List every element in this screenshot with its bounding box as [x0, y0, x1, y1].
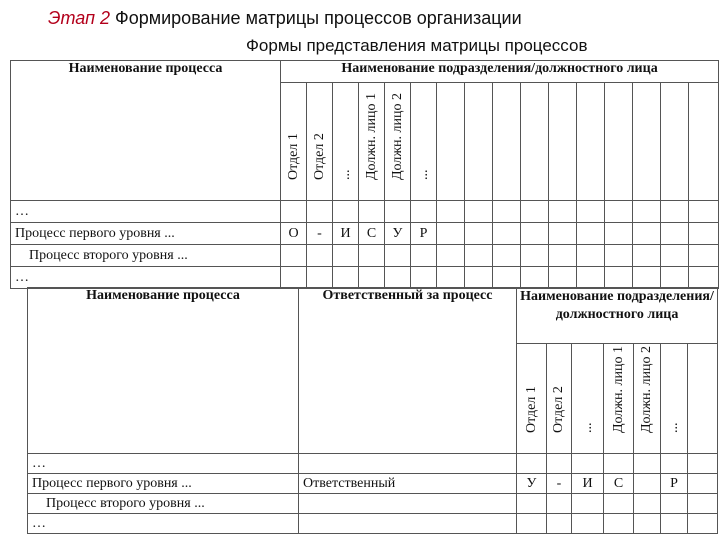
- t1-unit-label: ...: [337, 169, 353, 180]
- t2-unit-label: Должн. лицо 1: [610, 346, 626, 433]
- t2-unit-header: [572, 344, 604, 454]
- process-matrix-table-1: [10, 60, 719, 289]
- t1-cell: [437, 201, 465, 223]
- t1-cell: [437, 245, 465, 267]
- t1-cell: [689, 245, 719, 267]
- t1-unit-header: [411, 83, 437, 201]
- t2-unit-header: [688, 344, 718, 454]
- t1-unit-header: [689, 83, 719, 201]
- t2-row: [28, 454, 718, 474]
- stage-title: Формирование матрицы процессов организации: [115, 8, 522, 28]
- t1-cell: [521, 245, 549, 267]
- t1-row: [11, 267, 719, 289]
- t1-cell: [549, 223, 577, 245]
- t2-row: [28, 514, 718, 534]
- t2-row-owner: [299, 514, 517, 534]
- t1-cell: [605, 267, 633, 289]
- t1-unit-header: [281, 83, 307, 201]
- t2-cell: [572, 514, 604, 534]
- t1-cell: [411, 201, 437, 223]
- t1-cell: [493, 267, 521, 289]
- t2-cell: У: [517, 474, 547, 494]
- t1-cell: [307, 245, 333, 267]
- t2-row-owner: Ответственный: [299, 474, 517, 494]
- t1-cell: [521, 223, 549, 245]
- t1-cell: [549, 245, 577, 267]
- t1-unit-header: [333, 83, 359, 201]
- t1-cell: [385, 267, 411, 289]
- t2-cell: С: [604, 474, 634, 494]
- t2-unit-header: [517, 344, 547, 454]
- t1-row-label: …: [11, 201, 281, 223]
- t2-cell: [604, 514, 634, 534]
- t1-cell: О: [281, 223, 307, 245]
- t2-cell: -: [547, 474, 572, 494]
- t1-unit-header: [549, 83, 577, 201]
- t2-row-label: Процесс второго уровня ...: [28, 494, 299, 514]
- t2-cell: [547, 454, 572, 474]
- t1-cell: [333, 245, 359, 267]
- t1-unit-header: [577, 83, 605, 201]
- t2-header-process: Наименование процесса: [28, 288, 299, 454]
- t2-cell: [634, 514, 661, 534]
- stage-label: Этап 2: [48, 8, 111, 28]
- t2-cell: Р: [661, 474, 688, 494]
- t1-cell: [385, 201, 411, 223]
- t2-cell: И: [572, 474, 604, 494]
- t1-cell: [465, 267, 493, 289]
- t1-cell: [359, 201, 385, 223]
- t2-unit-label: ...: [579, 422, 595, 433]
- t1-unit-header: [307, 83, 333, 201]
- t1-cell: Р: [411, 223, 437, 245]
- t1-cell: [549, 201, 577, 223]
- t1-header-process: Наименование процесса: [11, 61, 281, 201]
- process-matrix-table-2: [27, 287, 718, 534]
- t1-cell: [521, 267, 549, 289]
- t2-cell: [517, 454, 547, 474]
- t1-unit-header: [493, 83, 521, 201]
- t1-cell: С: [359, 223, 385, 245]
- t1-unit-header: [385, 83, 411, 201]
- t2-row: [28, 474, 718, 494]
- t1-cell: [605, 201, 633, 223]
- t2-cell: [517, 514, 547, 534]
- t2-cell: [572, 454, 604, 474]
- t2-row-owner: [299, 454, 517, 474]
- t2-cell: [688, 494, 718, 514]
- t2-cell: [547, 494, 572, 514]
- slide-subtitle: Формы представления матрицы процессов: [246, 36, 588, 55]
- t1-unit-label: Отдел 2: [311, 133, 327, 180]
- t2-unit-label: Должн. лицо 2: [639, 346, 654, 433]
- t1-cell: [605, 223, 633, 245]
- t1-unit-header: [359, 83, 385, 201]
- t1-unit-header: [661, 83, 689, 201]
- t2-header-units: Наименование подразделения/ должностного лица: [517, 288, 718, 344]
- t1-cell: [689, 223, 719, 245]
- t1-unit-header: [465, 83, 493, 201]
- t1-cell: -: [307, 223, 333, 245]
- t1-cell: [333, 201, 359, 223]
- t1-cell: [521, 201, 549, 223]
- t1-cell: [577, 245, 605, 267]
- t1-cell: [493, 245, 521, 267]
- t2-header-owner: Ответственный за процесс: [299, 288, 517, 454]
- t1-cell: [281, 267, 307, 289]
- t1-cell: [465, 245, 493, 267]
- t1-row: [11, 245, 719, 267]
- t2-unit-header: [547, 344, 572, 454]
- t1-cell: [689, 267, 719, 289]
- t2-cell: [688, 454, 718, 474]
- t1-cell: [493, 223, 521, 245]
- t1-cell: [281, 245, 307, 267]
- t1-unit-header: [521, 83, 549, 201]
- t1-cell: [437, 267, 465, 289]
- t2-cell: [634, 474, 661, 494]
- t2-cell: [634, 494, 661, 514]
- t1-row: [11, 201, 719, 223]
- t1-cell: [359, 267, 385, 289]
- t1-header-units: Наименование подразделения/должностного лица: [281, 61, 719, 83]
- t2-cell: [572, 494, 604, 514]
- t2-unit-label: Отдел 1: [523, 386, 539, 433]
- t2-row-label: …: [28, 454, 299, 474]
- t1-cell: [661, 245, 689, 267]
- t2-cell: [604, 454, 634, 474]
- t1-unit-label: Отдел 1: [285, 133, 301, 180]
- t1-cell: [411, 245, 437, 267]
- t1-cell: [633, 267, 661, 289]
- t1-row-label: …: [11, 267, 281, 289]
- t1-cell: [577, 223, 605, 245]
- t1-unit-header: [437, 83, 465, 201]
- t2-cell: [547, 514, 572, 534]
- t2-row: [28, 494, 718, 514]
- t2-unit-label: Отдел 2: [551, 386, 566, 433]
- t1-cell: [605, 245, 633, 267]
- t2-row-label: …: [28, 514, 299, 534]
- t1-cell: [281, 201, 307, 223]
- t1-unit-label: ...: [415, 169, 431, 180]
- t2-cell: [661, 494, 688, 514]
- t1-cell: [633, 245, 661, 267]
- t1-cell: [437, 223, 465, 245]
- t2-unit-header: [604, 344, 634, 454]
- t1-cell: [689, 201, 719, 223]
- t1-cell: [661, 267, 689, 289]
- t2-cell: [517, 494, 547, 514]
- t1-cell: [465, 223, 493, 245]
- t1-row-label: Процесс второго уровня ...: [11, 245, 281, 267]
- t1-cell: [359, 245, 385, 267]
- t1-cell: [333, 267, 359, 289]
- t2-unit-header: [634, 344, 661, 454]
- t1-cell: [307, 267, 333, 289]
- t2-cell: [688, 514, 718, 534]
- t1-cell: [493, 201, 521, 223]
- t1-cell: У: [385, 223, 411, 245]
- t2-cell: [661, 454, 688, 474]
- t1-cell: [385, 245, 411, 267]
- t2-unit-label: ...: [666, 422, 681, 433]
- t1-cell: [661, 223, 689, 245]
- t1-cell: [577, 267, 605, 289]
- t1-row-label: Процесс первого уровня ...: [11, 223, 281, 245]
- t1-cell: И: [333, 223, 359, 245]
- t2-cell: [661, 514, 688, 534]
- t1-cell: [661, 201, 689, 223]
- t2-unit-header: [661, 344, 688, 454]
- t1-unit-label: Должн. лицо 2: [389, 93, 405, 180]
- t1-unit-label: Должн. лицо 1: [363, 93, 379, 180]
- t1-cell: [633, 201, 661, 223]
- t1-cell: [549, 267, 577, 289]
- t2-cell: [634, 454, 661, 474]
- t2-row-label: Процесс первого уровня ...: [28, 474, 299, 494]
- t2-cell: [604, 494, 634, 514]
- t1-cell: [307, 201, 333, 223]
- t2-row-owner: [299, 494, 517, 514]
- t1-cell: [577, 201, 605, 223]
- t1-unit-header: [633, 83, 661, 201]
- slide-title: [48, 8, 522, 29]
- t1-cell: [633, 223, 661, 245]
- t1-unit-header: [605, 83, 633, 201]
- t2-cell: [688, 474, 718, 494]
- t1-cell: [411, 267, 437, 289]
- t1-cell: [465, 201, 493, 223]
- t1-row: [11, 223, 719, 245]
